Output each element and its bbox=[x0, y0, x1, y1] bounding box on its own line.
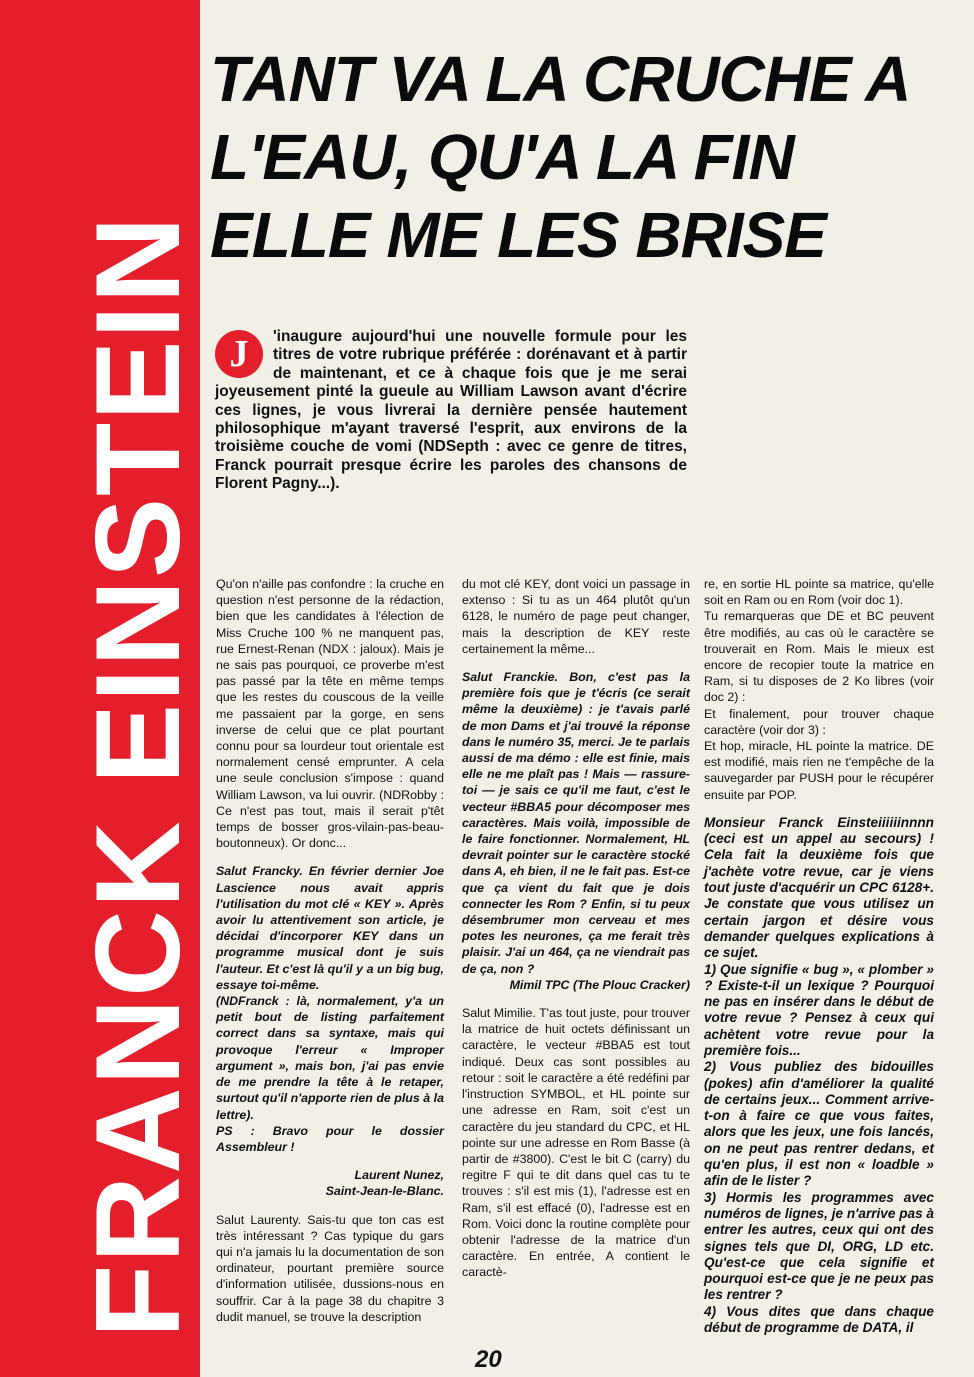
answer-paragraph: du mot clé KEY, dont voici un passage in extenso : Si tu as un 464 plutôt qu'un 6128, le numéro de page peut changer, mais la description de KEY reste certainement la même... bbox=[462, 577, 690, 656]
reader-letter: Salut Franckie. Bon, c'est pas la première fois que je t'écris (ce serait même la deuxième) : je t'avais parlé de mon Dams et j'ai trouvé la réponse dans le numéro 35, merci. Je te parlais aussi de ma démo : elle est finie, mais elle ne me plaît pas ! Mais — rassure-toi — je sais ce qu'il me faut, c'est le vecteur #BBA5 pour décomposer mes caractères. Mais voilà, impossible de le faire fonctionner. Normalement, HL devrait pointer sur le caractère stocké dans A, eh bien, il ne le fait pas. Est-ce que ça vient du fait que je dois connecter les Rom ? Enfin, si tu peux désembrumer mon cerveau et mes potes les neurones, ça me ferait très plaisir. J'ai un 464, ça ne viendrait pas de ça, non ? bbox=[462, 670, 690, 976]
column-2 bbox=[462, 576, 690, 1293]
rubric-name: FRANCK EINSTEIN bbox=[71, 214, 205, 1338]
drop-cap: J bbox=[215, 330, 263, 378]
title-line: ELLE ME LES BRISE bbox=[210, 199, 826, 271]
letter-signature-name: Laurent Nunez, bbox=[354, 1168, 444, 1183]
letter-question: 3) Hormis les programmes avec numéros de lignes, je n'arrive pas à entrer les autres, ceux qui ont des signes tels que DI, ORG, LD etc. Qu'est-ce que cela signifie et pourquoi est-ce que je ne peux pas les rentrer ? bbox=[704, 1189, 934, 1303]
answer-paragraph: re, en sortie HL pointe sa matrice, qu'elle soit en Ram ou en Rom (voir doc 1). bbox=[704, 577, 934, 608]
page-number: 20 bbox=[475, 1346, 502, 1373]
title-line: TANT VA LA CRUCHE A bbox=[210, 43, 911, 115]
answer-paragraph: Et hop, miracle, HL pointe la matrice. DE est modifié, mais rien ne t'empêche de la sauvegarder par PUSH pour le récupérer ensuite par POP. bbox=[704, 739, 934, 802]
rubric-band bbox=[0, 0, 205, 1377]
letter-postscript: PS : Bravo pour le dossier Assembleur ! bbox=[216, 1123, 444, 1154]
answer-paragraph: Salut Mimilie. T'as tout juste, pour trouver la matrice de huit octets définissant un caractère, le vecteur #BBA5 est tout indiqué. Deux cas sont possibles au retour : soit le caractère a été redéfini par l'instruction SYMBOL, et HL pointe sur une adresse en Ram, soit c'est un caractère du jeu standard du CPC, et HL pointe sur une adresse en Rom Basse (à partir de #3800). C'est le bit C (carry) du regitre F qui te dit dans quel cas tu te trouves : s'il est mis (1), l'adresse est en Ram, s'il est effacé (0), l'adresse est en Rom. Voici donc la routine complète pour obtenir l'adresse de la matrice d'un caractère. En entrée, A contient le caractè- bbox=[462, 1006, 690, 1280]
column-3 bbox=[704, 576, 934, 1336]
answer-paragraph: Tu remarqueras que DE et BC peuvent être modifiés, au cas où le caractère se trouverait en Rom. Mais le mieux est encore de recopier toute la matrice en Ram, si tu disposes de 2 Ko libres (voir doc 2) : bbox=[704, 609, 934, 705]
letter-question: 2) Vous publiez des bidouilles (pokes) afin d'améliorer la qualité de certains jeux... Comment arrive-t-on à faire ce que vous faites, alors que les jeux, une fois lancés, on ne peut pas rentrer dedans, et qu'en plus, il est non « loadble » afin de le lister ? bbox=[704, 1059, 934, 1189]
intro-paragraph bbox=[215, 328, 687, 494]
reader-letter: Salut Francky. En février dernier Joe Lascience nous avait appris l'utilisation du mot clé « KEY ». Après avoir lu attentivement son article, je décidai d'incorporer KEY dans un programme musical dont je suis l'auteur. Et c'est là qu'il y a un big bug, essaye toi-même. bbox=[216, 864, 444, 992]
reader-letter: Monsieur Franck Einsteiiiiiinnnn (ceci est un appel au secours) ! Cela fait la deuxième fois que j'achète votre revue, car je viens tout juste d'acquérir un CPC 6128+. Je constate que vous utilisez un certain jargon et désire vous demander quelques explications à ce sujet. bbox=[704, 814, 934, 961]
article-title bbox=[210, 40, 950, 274]
letter-signature: Mimil TPC (The Plouc Cracker) bbox=[509, 977, 690, 992]
title-line: L'EAU, QU'A LA FIN bbox=[210, 121, 794, 193]
column-1 bbox=[216, 576, 444, 1337]
answer-paragraph: Et finalement, pour trouver chaque caractère (voir dor 3) : bbox=[704, 706, 934, 737]
letter-signature-city: Saint-Jean-le-Blanc. bbox=[325, 1184, 444, 1199]
intro-text: 'inaugure aujourd'hui une nouvelle formule pour les titres de votre rubrique préférée : dorénavant et à partir de maintenant, et ce à chaque fois que je me serai joyeusement pinté la gueule au William Lawson avant d'écrire ces lignes, je vous livrerai la dernière pensée hautement philosophique m'ayant traversé l'esprit, aux environs de la troisième couche de vomi (NDSepth : avec ce genre de titres, Franck pourrait presque écrire les paroles des chansons de Florent Pagny...). bbox=[215, 328, 687, 493]
editor-note: (NDFranck : là, normalement, y'a un petit bout de listing parfaitement correct dans sa syntaxe, mais qui provoque l'erreur « Improper argument », mais bon, j'ai pas envie de me prendre la tête à le retaper, surtout qu'il n'apporte rien de plus à la lettre). bbox=[216, 994, 444, 1122]
letter-question: 4) Vous dites que dans chaque début de programme de DATA, il bbox=[704, 1303, 934, 1336]
answer-paragraph: Qu'on n'aille pas confondre : la cruche en question n'est personne de la rédaction, bien que les candidates à l'élection de Miss Cruche 100 % ne manquent pas, rue Ernest-Renan (NDX : jaloux). Mais je ne sais pas pourquoi, ce proverbe m'est pas passé par la tête en même temps que les restes du couscous de la veille me passaient par la gorge, en sens inverse de celui que ce plat pourtant connu pour sa lourdeur tout orientale est normalement censé emprunter. A cela une seule conclusion s'impose : quand William Lawson, va lui ouvrir. (NDRobby : Ce n'est pas tout, mais il serait p'têt temps de bosser gros-vilain-pas-beau-boutonneux). Or donc... bbox=[216, 577, 444, 851]
answer-paragraph: Salut Laurenty. Sais-tu que ton cas est très intéressant ? Cas typique du gars qui n'a jamais lu la documentation de son ordinateur, pourtant première source d'information utilisée, dussions-nous en souffrir. Car à la page 38 du chapitre 3 dudit manuel, se trouve la description bbox=[216, 1212, 444, 1324]
letter-question: 1) Que signifie « bug », « plomber » ? Existe-t-il un lexique ? Pourquoi ne pas en insérer dans le début de votre revue ? Pensez à ceux qui achètent votre revue pour la première fois... bbox=[704, 961, 934, 1058]
